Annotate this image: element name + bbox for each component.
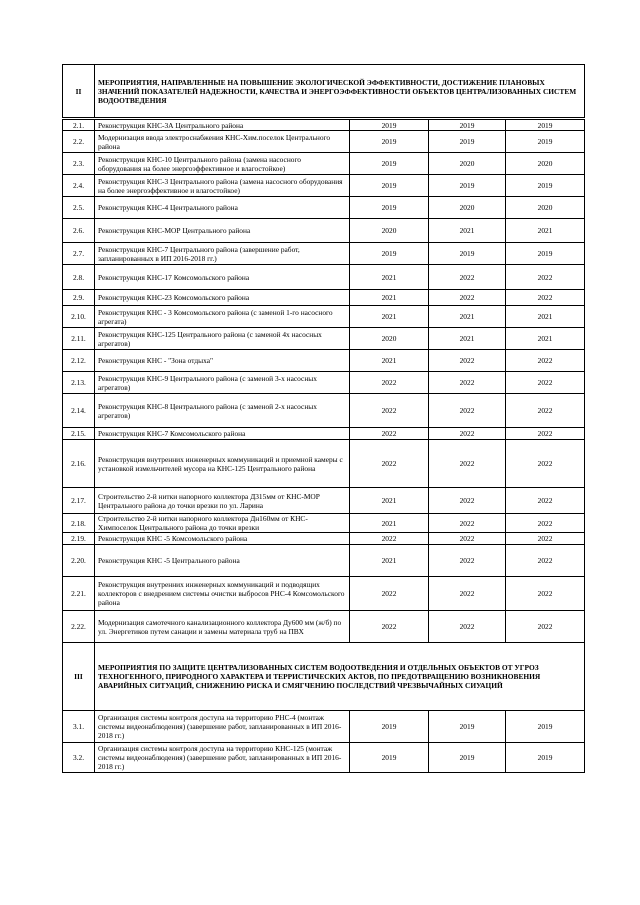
row-number: 2.16. <box>63 440 95 488</box>
year-cell: 2022 <box>506 372 585 394</box>
year-cell: 2022 <box>429 533 506 545</box>
year-cell: 2022 <box>506 265 585 290</box>
year-cell: 2022 <box>350 533 429 545</box>
measure-name: Модернизация ввода электроснабжения КНС-Хим.поселок Центрального района <box>95 131 350 153</box>
row-number: 2.19. <box>63 533 95 545</box>
row-number: 2.20. <box>63 545 95 577</box>
table-row <box>63 350 585 372</box>
table-row <box>63 243 585 265</box>
year-cell: 2022 <box>350 440 429 488</box>
year-cell: 2021 <box>429 219 506 243</box>
row-number: 2.4. <box>63 175 95 197</box>
row-number: 3.2. <box>63 743 95 773</box>
row-number: 2.15. <box>63 428 95 440</box>
section-header-row <box>63 65 585 119</box>
year-cell: 2022 <box>429 440 506 488</box>
year-cell: 2021 <box>350 290 429 306</box>
year-cell: 2022 <box>506 488 585 514</box>
year-cell: 2019 <box>350 119 429 131</box>
year-cell: 2019 <box>350 197 429 219</box>
table-row <box>63 743 585 773</box>
measure-name: Реконструкция КНС-3А Центрального района <box>95 119 350 131</box>
table-row <box>63 197 585 219</box>
table-row <box>63 306 585 328</box>
year-cell: 2022 <box>350 611 429 643</box>
measure-name: Модернизация самотечного канализационного коллектора Ду600 мм (ж/б) по ул. Энергетиков путем санации и замены материала труб на ПВХ <box>95 611 350 643</box>
row-number: 2.21. <box>63 577 95 611</box>
row-number: 2.3. <box>63 153 95 175</box>
row-number: 2.22. <box>63 611 95 643</box>
year-cell: 2022 <box>429 514 506 533</box>
year-cell: 2022 <box>506 394 585 428</box>
row-number: 2.10. <box>63 306 95 328</box>
year-cell: 2021 <box>350 545 429 577</box>
year-cell: 2022 <box>429 265 506 290</box>
measure-name: Реконструкция внутренних инженерных коммуникаций и приемной камеры с установкой измельчителей мусора на КНС-125 Центрального района <box>95 440 350 488</box>
year-cell: 2019 <box>506 131 585 153</box>
year-cell: 2022 <box>506 545 585 577</box>
year-cell: 2019 <box>350 743 429 773</box>
row-number: 2.7. <box>63 243 95 265</box>
year-cell: 2021 <box>506 328 585 350</box>
year-cell: 2022 <box>506 611 585 643</box>
year-cell: 2021 <box>350 265 429 290</box>
measure-name: Реконструкция КНС - 3 Комсомольского района (с заменой 1-го насосного агрегата) <box>95 306 350 328</box>
year-cell: 2022 <box>506 290 585 306</box>
year-cell: 2022 <box>429 394 506 428</box>
table-row <box>63 119 585 131</box>
table-row <box>63 488 585 514</box>
year-cell: 2021 <box>506 306 585 328</box>
measure-name: Реконструкция КНС-7 Комсомольского района <box>95 428 350 440</box>
year-cell: 2019 <box>350 243 429 265</box>
table-row <box>63 290 585 306</box>
year-cell: 2019 <box>429 743 506 773</box>
measure-name: Реконструкция КНС-4 Центрального района <box>95 197 350 219</box>
year-cell: 2022 <box>506 428 585 440</box>
table-row <box>63 219 585 243</box>
year-cell: 2022 <box>506 533 585 545</box>
year-cell: 2022 <box>429 290 506 306</box>
measure-name: Реконструкция КНС-9 Центрального района (с заменой 3-х насосных агрегатов) <box>95 372 350 394</box>
table-row <box>63 577 585 611</box>
row-number: 2.5. <box>63 197 95 219</box>
section-header-row <box>63 643 585 711</box>
year-cell: 2019 <box>350 131 429 153</box>
year-cell: 2020 <box>429 153 506 175</box>
table-row <box>63 372 585 394</box>
year-cell: 2022 <box>429 545 506 577</box>
year-cell: 2019 <box>506 243 585 265</box>
row-number: 2.11. <box>63 328 95 350</box>
year-cell: 2022 <box>350 577 429 611</box>
row-number: 2.6. <box>63 219 95 243</box>
row-number: 3.1. <box>63 711 95 743</box>
measure-name: Реконструкция КНС -5 Центрального района <box>95 545 350 577</box>
table-row <box>63 533 585 545</box>
year-cell: 2022 <box>506 350 585 372</box>
section-title: МЕРОПРИЯТИЯ, НАПРАВЛЕННЫЕ НА ПОВЫШЕНИЕ ЭКОЛОГИЧЕСКОЙ ЭФФЕКТИВНОСТИ, ДОСТИЖЕНИЕ ПЛАНОВЫХ ЗНАЧЕНИЙ ПОКАЗАТЕЛЕЙ НАДЕЖНОСТИ, КАЧЕСТВА И ЭНЕРГОЭФФЕКТИВНОСТИ ОБЪЕКТОВ ЦЕНТРАЛИЗОВАННЫХ СИСТЕМ ВОДООТВЕДЕНИЯ <box>95 65 585 119</box>
table-row <box>63 131 585 153</box>
row-number: 2.18. <box>63 514 95 533</box>
row-number: 2.17. <box>63 488 95 514</box>
year-cell: 2019 <box>350 711 429 743</box>
measure-name: Реконструкция внутренних инженерных коммуникаций и подводящих коллекторов с внедрением системы очистки выбросов РНС-4 Комсомольского района <box>95 577 350 611</box>
row-number: 2.13. <box>63 372 95 394</box>
measure-name: Реконструкция КНС-3 Центрального района (замена насосного оборудования на более энергоэффективное и влагостойкое) <box>95 175 350 197</box>
year-cell: 2021 <box>429 306 506 328</box>
table-row <box>63 545 585 577</box>
year-cell: 2022 <box>429 611 506 643</box>
row-number: 2.14. <box>63 394 95 428</box>
measures-table <box>62 64 585 773</box>
year-cell: 2021 <box>506 219 585 243</box>
section-number: III <box>63 643 95 711</box>
table-row <box>63 175 585 197</box>
table-row <box>63 440 585 488</box>
measure-name: Реконструкция КНС -5 Комсомольского района <box>95 533 350 545</box>
year-cell: 2022 <box>506 440 585 488</box>
year-cell: 2020 <box>429 197 506 219</box>
year-cell: 2022 <box>429 428 506 440</box>
table-row <box>63 514 585 533</box>
year-cell: 2021 <box>350 488 429 514</box>
year-cell: 2021 <box>429 328 506 350</box>
year-cell: 2022 <box>429 488 506 514</box>
table-row <box>63 153 585 175</box>
year-cell: 2020 <box>506 197 585 219</box>
section-title: МЕРОПРИЯТИЯ ПО ЗАЩИТЕ ЦЕНТРАЛИЗОВАННЫХ СИСТЕМ ВОДООТВЕДЕНИЯ И ОТДЕЛЬНЫХ ОБЪЕКТОВ ОТ УГРОЗ ТЕХНОГЕННОГО, ПРИРОДНОГО ХАРАКТЕРА И ТЕРРИСТИЧЕСКИХ АКТОВ, ПО ПРЕДОТВРАЩЕНИЮ ВОЗНИКНОВЕНИЯ АВАРИЙНЫХ СИТУАЦИЙ, СНИЖЕНИЮ РИСКА И СМЯГЧЕНИЮ ПОСЛЕДСТВИЙ ЧРЕЗВЫЧАЙНЫХ СИУАЦИЙ <box>95 643 585 711</box>
year-cell: 2022 <box>506 577 585 611</box>
table-row <box>63 394 585 428</box>
measure-name: Реконструкция КНС-17 Комсомольского района <box>95 265 350 290</box>
measure-name: Организация системы контроля доступа на территорию КНС-125 (монтаж системы видеонаблюдения) (завершение работ, запланированных в ИП 2016-2018 гг.) <box>95 743 350 773</box>
year-cell: 2022 <box>429 372 506 394</box>
table-body <box>63 65 585 773</box>
section-number: II <box>63 65 95 119</box>
year-cell: 2022 <box>506 514 585 533</box>
year-cell: 2022 <box>429 577 506 611</box>
measure-name: Строительство 2-й нитки напорного коллектора Д315мм от КНС-МОР Центрального района до точки врезки по ул. Ларина <box>95 488 350 514</box>
year-cell: 2019 <box>506 743 585 773</box>
table-row <box>63 611 585 643</box>
year-cell: 2019 <box>350 175 429 197</box>
row-number: 2.1. <box>63 119 95 131</box>
measure-name: Реконструкция КНС-МОР Центрального района <box>95 219 350 243</box>
year-cell: 2021 <box>350 514 429 533</box>
year-cell: 2019 <box>429 119 506 131</box>
measure-name: Организация системы контроля доступа на территорию РНС-4 (монтаж системы видеонаблюдения) (завершение работ, запланированных в ИП 2016-2018 гг.) <box>95 711 350 743</box>
table-row <box>63 711 585 743</box>
measure-name: Реконструкция КНС-23 Комсомольского района <box>95 290 350 306</box>
year-cell: 2019 <box>350 153 429 175</box>
measure-name: Реконструкция КНС-10 Центрального района (замена насосного оборудования на более энергоэффективное и влагостойкое) <box>95 153 350 175</box>
year-cell: 2019 <box>429 175 506 197</box>
year-cell: 2022 <box>350 428 429 440</box>
table-row <box>63 265 585 290</box>
year-cell: 2022 <box>429 350 506 372</box>
year-cell: 2022 <box>350 394 429 428</box>
year-cell: 2019 <box>506 175 585 197</box>
year-cell: 2019 <box>429 131 506 153</box>
year-cell: 2021 <box>350 350 429 372</box>
year-cell: 2021 <box>350 306 429 328</box>
table-row <box>63 328 585 350</box>
measure-name: Реконструкция КНС-125 Центрального района (с заменой 4х насосных агрегатов) <box>95 328 350 350</box>
year-cell: 2019 <box>429 243 506 265</box>
row-number: 2.2. <box>63 131 95 153</box>
measure-name: Реконструкция КНС-8 Центрального района (с заменой 2-х насосных агрегатов) <box>95 394 350 428</box>
year-cell: 2020 <box>350 219 429 243</box>
row-number: 2.9. <box>63 290 95 306</box>
table-row <box>63 428 585 440</box>
year-cell: 2020 <box>506 153 585 175</box>
year-cell: 2019 <box>506 119 585 131</box>
measure-name: Реконструкция КНС - "Зона отдыха" <box>95 350 350 372</box>
year-cell: 2019 <box>506 711 585 743</box>
measure-name: Реконструкция КНС-7 Центрального района (завершение работ, запланированных в ИП 2016-2018 гг.) <box>95 243 350 265</box>
year-cell: 2022 <box>350 372 429 394</box>
year-cell: 2019 <box>429 711 506 743</box>
measure-name: Строительство 2-й нитки напорного коллектора Дн160мм от КНС-Химпоселок Центрального района до точки врезки <box>95 514 350 533</box>
row-number: 2.8. <box>63 265 95 290</box>
row-number: 2.12. <box>63 350 95 372</box>
year-cell: 2020 <box>350 328 429 350</box>
